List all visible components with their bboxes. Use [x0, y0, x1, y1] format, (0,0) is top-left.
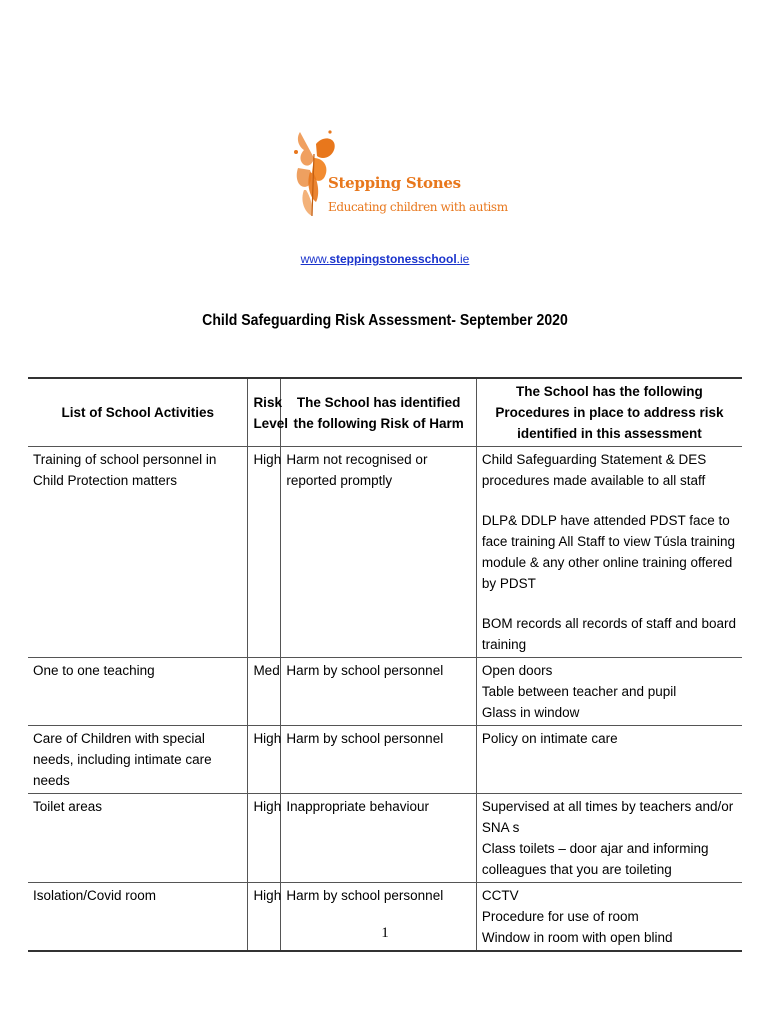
- website-link[interactable]: [0, 252, 770, 266]
- logo-name: Stepping Stones: [328, 174, 461, 192]
- activity-cell: Care of Children with special needs, including intimate care needs: [28, 726, 248, 794]
- procedure-item: Window in room with open blind: [481, 930, 673, 945]
- risk-level-cell: Med: [248, 658, 281, 726]
- table-row: [28, 726, 742, 794]
- table-header-row: [28, 378, 742, 447]
- risk-level-cell: High: [248, 883, 281, 952]
- risk-level-cell: High: [248, 794, 281, 883]
- activity-cell: One to one teaching: [28, 658, 248, 726]
- procedures-cell: [476, 447, 742, 658]
- risk-assessment-table: [28, 377, 742, 952]
- procedure-item: Policy on intimate care: [481, 731, 618, 746]
- document-title: Child Safeguarding Risk Assessment- September 2020: [202, 312, 568, 329]
- procedure-item: Open doors: [481, 663, 553, 678]
- procedure-item: BOM records all records of staff and board training: [481, 616, 736, 652]
- header-risk-level: Risk Level: [248, 378, 281, 447]
- risk-of-harm-cell: Harm by school personnel: [281, 658, 477, 726]
- procedure-item: Supervised at all times by teachers and/or SNA s: [481, 799, 734, 835]
- website-link-bold-1: steppingstones: [329, 252, 418, 266]
- risk-level-cell: High: [248, 726, 281, 794]
- procedure-item: DLP& DDLP have attended PDST face to face training All Staff to view Túsla training module & any other online training offered by PDST: [481, 513, 736, 591]
- stepping-stones-logo: [286, 124, 508, 224]
- risk-of-harm-cell: Harm by school personnel: [281, 726, 477, 794]
- table-row: [28, 658, 742, 726]
- procedures-cell: [476, 726, 742, 794]
- table-row: [28, 794, 742, 883]
- procedures-cell: [476, 794, 742, 883]
- activity-cell: Isolation/Covid room: [28, 883, 248, 952]
- procedures-cell: [476, 658, 742, 726]
- page-number: 1: [381, 925, 389, 941]
- risk-level-cell: High: [248, 447, 281, 658]
- activity-cell: Toilet areas: [28, 794, 248, 883]
- website-link-suffix: .ie: [456, 252, 470, 266]
- procedure-item: Procedure for use of room: [481, 909, 639, 924]
- activity-cell: Training of school personnel in Child Protection matters: [28, 447, 248, 658]
- website-link-bold-2: school: [418, 252, 457, 266]
- risk-of-harm-cell: Inappropriate behaviour: [281, 794, 477, 883]
- logo-tagline: Educating children with autism: [328, 200, 508, 214]
- header-risk-of-harm: The School has identified the following Risk of Harm: [281, 378, 477, 447]
- procedure-item: Table between teacher and pupil: [481, 684, 677, 699]
- procedure-item: CCTV: [481, 888, 519, 903]
- procedure-item: Glass in window: [481, 705, 580, 720]
- header-procedures: The School has the following Procedures in place to address risk identified in this assessment: [476, 378, 742, 447]
- table-row: [28, 447, 742, 658]
- procedure-item: Child Safeguarding Statement & DES procedures made available to all staff: [481, 452, 707, 488]
- risk-of-harm-cell: Harm by school personnel: [281, 883, 477, 952]
- procedure-item: Class toilets – door ajar and informing colleagues that you are toileting: [481, 841, 709, 877]
- risk-of-harm-cell: Harm not recognised or reported promptly: [281, 447, 477, 658]
- header-activities: List of School Activities: [28, 378, 248, 447]
- website-link-prefix: www.: [300, 252, 330, 266]
